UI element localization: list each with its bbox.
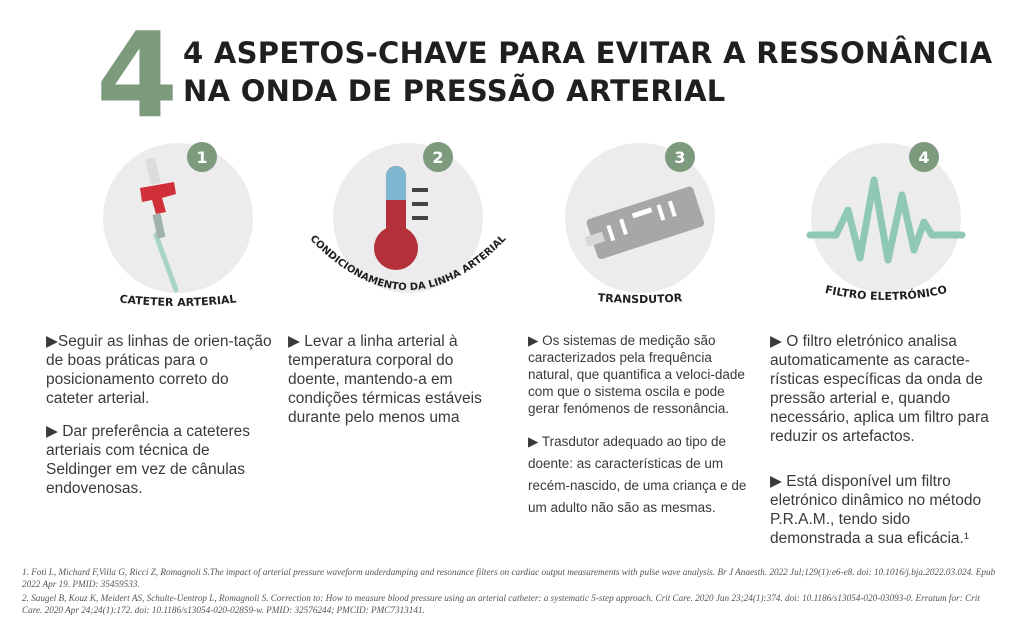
card-transducer [550, 140, 770, 320]
column-catheter [46, 332, 272, 512]
card-catheter [78, 140, 298, 320]
reference-item: 1. Foti L, Michard F,Villa G, Ricci Z, Romagnoli S.The impact of arterial pressure waveform underdamping and resonance filters on cardiac output measurements with pulse wave analysis. Br J Anaesth. 2022 Jul;129(1):e6-e8. doi: 10.1016/j.bja.2022.03.024. Epub 2022 Apr 19. PMID: 35459533. [22, 567, 996, 589]
card-label: CONDICIONAMENTO DA LINHA ARTERIAL [308, 233, 509, 294]
paragraph: ▶Seguir as linhas de orien-tação de boas práticas para o posicionamento correto do cateter arterial. [46, 333, 272, 407]
card-filter [796, 140, 1016, 320]
reference-item: 2. Saugel B, Kouz K, Meidert AS, Schulte-Uentrop L, Romagnoli S. Correction to: How to measure blood pressure using an arterial catheter: a systematic 5-step approach. Crit Care. 2020 Jun 23;24(1):374. doi: 10.1186/s13054-020-03093-0. Erratum for: Crit Care. 2020 Apr 24;24(1):172. doi: 10.1186/s13054-020-02859-w. PMID: 32576244; PMCID: PMC7313141. [22, 593, 980, 615]
title-line-2: NA ONDA DE PRESSÃO ARTERIAL [183, 74, 726, 108]
paragraph: ▶ Trasdutor adequado ao tipo de doente: as características de um recém-nascido, de uma criança e de um adulto não são as mesmas. [528, 434, 747, 515]
column-conditioning [288, 332, 508, 441]
card-circle [103, 143, 253, 293]
paragraph: ▶ Está disponível um filtro eletrónico dinâmico no método P.R.A.M., tendo sido demonstrada a sua eficácia.¹ [770, 473, 982, 547]
step-number: 2 [432, 148, 444, 167]
step-number: 4 [918, 148, 930, 167]
paragraph: ▶ Levar a linha arterial à temperatura corporal do doente, mantendo-a em condições térmicas estáveis durante pelo menos uma [288, 333, 482, 426]
card-circle [811, 143, 961, 293]
step-number: 1 [196, 148, 208, 167]
column-filter [770, 332, 996, 562]
card-label: FILTRO ELETRÓNICO [823, 282, 949, 304]
card-label: TRANSDUTOR [597, 291, 683, 307]
paragraph: ▶ Os sistemas de medição são caracterizados pela frequência natural, que quantifica a veloci-dade com que o sistema oscila e pode gerar fenómenos de ressonância. [528, 333, 745, 416]
card-thermometer [308, 140, 528, 320]
page-title [183, 34, 993, 110]
card-label: CATETER ARTERIAL [118, 292, 238, 310]
column-transducer [528, 332, 750, 533]
paragraph: ▶ Dar preferência a cateteres arteriais com técnica de Seldinger em vez de cânulas endovenosas. [46, 423, 251, 497]
references [22, 566, 1002, 618]
title-line-1: 4 ASPETOS-CHAVE PARA EVITAR A RESSONÂNCIA [183, 36, 993, 70]
step-number: 3 [674, 148, 686, 167]
big-number-four: 4 [96, 6, 179, 144]
paragraph: ▶ O filtro eletrónico analisa automaticamente as caracte-rísticas específicas da onda de pressão arterial e, quando necessário, aplica um filtro para reduzir os artefactos. [770, 333, 989, 445]
